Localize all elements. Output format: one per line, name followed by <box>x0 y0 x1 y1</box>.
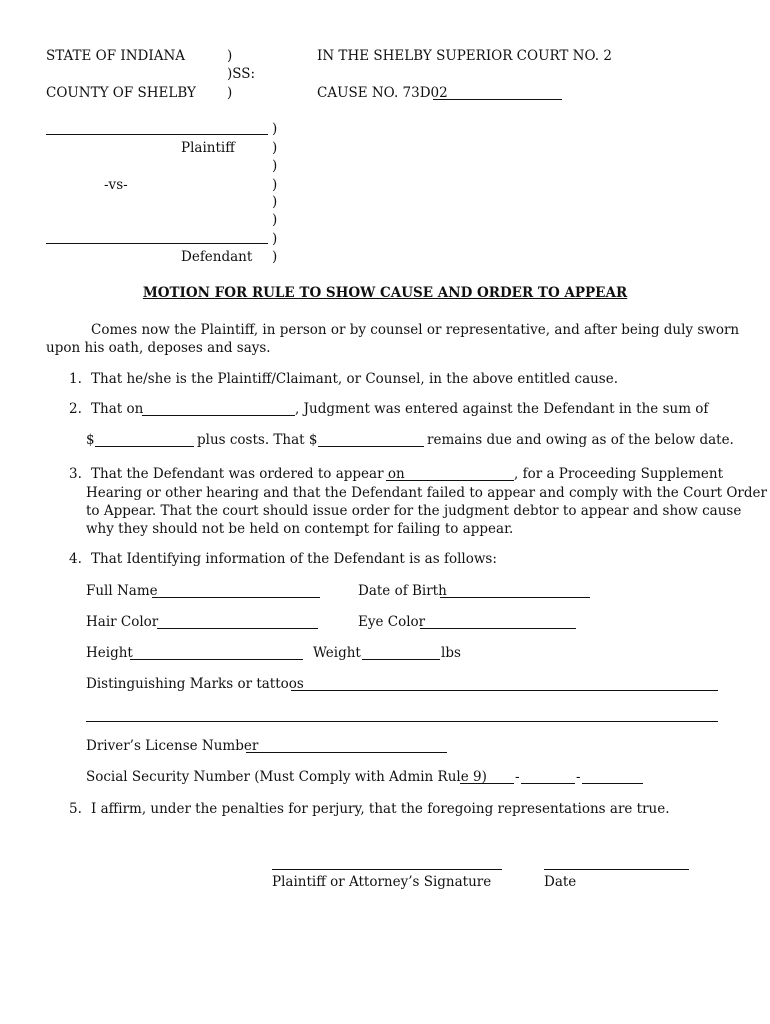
caption-paren: ) <box>227 85 233 101</box>
ssn-field-3[interactable] <box>582 783 643 784</box>
full-name-field[interactable] <box>152 597 320 598</box>
date-label: Date <box>544 874 577 890</box>
signature-date-field[interactable] <box>544 869 689 870</box>
intro-text: Comes now the Plaintiff, in person or by counsel or representative, and after being duly sworn <box>91 322 740 338</box>
defendant-label: Defendant <box>181 249 253 265</box>
marks-label: Distinguishing Marks or tattoos <box>86 676 304 692</box>
remaining-amount-field[interactable] <box>318 446 424 447</box>
marks-field[interactable] <box>291 690 718 691</box>
ssn-field-2[interactable] <box>521 783 575 784</box>
court-name: IN THE SHELBY SUPERIOR COURT NO. 2 <box>317 48 612 64</box>
ssn-field-1[interactable] <box>460 783 514 784</box>
item-3-text: why they should not be held on contempt for failing to appear. <box>86 521 514 537</box>
judgment-date-field[interactable] <box>142 415 295 416</box>
caption-paren: ) <box>272 231 278 247</box>
defendant-name-field[interactable] <box>46 243 268 244</box>
hair-color-field[interactable] <box>157 628 318 629</box>
plaintiff-name-field[interactable] <box>46 134 268 135</box>
item-number: 3. <box>69 466 82 482</box>
caption-paren: ) <box>227 48 233 64</box>
weight-unit: lbs <box>441 645 461 661</box>
item-3-text: Hearing or other hearing and that the Defendant failed to appear and comply with the Court Order <box>86 485 767 501</box>
height-label: Height <box>86 645 133 661</box>
license-field[interactable] <box>246 752 447 753</box>
caption-paren: ) <box>272 140 278 156</box>
item-2-text: , Judgment was entered against the Defendant in the sum of <box>295 401 709 417</box>
signature-label: Plaintiff or Attorney’s Signature <box>272 874 492 890</box>
item-2-text: That on <box>91 401 144 417</box>
cause-number-field[interactable] <box>433 99 562 100</box>
eye-color-field[interactable] <box>420 628 576 629</box>
item-3-text: to Appear. That the court should issue order for the judgment debtor to appear and show cause <box>86 503 742 519</box>
judgment-amount-field[interactable] <box>95 446 194 447</box>
weight-label: Weight <box>313 645 361 661</box>
appearance-date-field[interactable] <box>386 480 514 481</box>
caption-paren: ) <box>272 121 278 137</box>
caption-paren: ) <box>272 249 278 265</box>
document-title: MOTION FOR RULE TO SHOW CAUSE AND ORDER TO APPEAR <box>142 285 628 301</box>
caption-paren: ) <box>272 158 278 174</box>
caption-paren: ) <box>272 194 278 210</box>
item-number: 4. <box>69 551 82 567</box>
state-label: STATE OF INDIANA <box>46 48 186 64</box>
marks-field-line-2[interactable] <box>86 721 718 722</box>
item-4-text: That Identifying information of the Defendant is as follows: <box>91 551 497 567</box>
item-3-text: That the Defendant was ordered to appear on <box>91 466 405 482</box>
intro-text: upon his oath, deposes and says. <box>46 340 271 356</box>
county-label: COUNTY OF SHELBY <box>46 85 196 101</box>
signature-field[interactable] <box>272 869 502 870</box>
item-5-text: I affirm, under the penalties for perjury, that the foregoing representations are true. <box>91 801 670 817</box>
ssn-dash: - <box>576 769 581 785</box>
versus-label: -vs- <box>104 177 128 193</box>
plaintiff-label: Plaintiff <box>181 140 235 156</box>
ssn-label: Social Security Number (Must Comply with Admin Rule 9) <box>86 769 487 785</box>
dob-field[interactable] <box>440 597 590 598</box>
height-field[interactable] <box>130 659 303 660</box>
full-name-label: Full Name <box>86 583 158 599</box>
license-label: Driver’s License Number <box>86 738 259 754</box>
ssn-dash: - <box>515 769 520 785</box>
hair-color-label: Hair Color <box>86 614 159 630</box>
dob-label: Date of Birth <box>358 583 447 599</box>
item-number: 2. <box>69 401 82 417</box>
item-2-text: remains due and owing as of the below date. <box>427 432 734 448</box>
caption-paren: ) <box>272 177 278 193</box>
item-2-text: plus costs. That $ <box>197 432 318 448</box>
item-3-text: , for a Proceeding Supplement <box>514 466 724 482</box>
caption-paren: ) <box>272 212 278 228</box>
item-number: 5. <box>69 801 82 817</box>
eye-color-label: Eye Color <box>358 614 426 630</box>
ss-label: )SS: <box>227 66 256 82</box>
item-2-text: $ <box>86 432 95 448</box>
weight-field[interactable] <box>362 659 440 660</box>
item-1-text: That he/she is the Plaintiff/Claimant, or Counsel, in the above entitled cause. <box>91 371 619 387</box>
cause-number-label: CAUSE NO. 73D02 <box>317 85 448 101</box>
item-number: 1. <box>69 371 82 387</box>
